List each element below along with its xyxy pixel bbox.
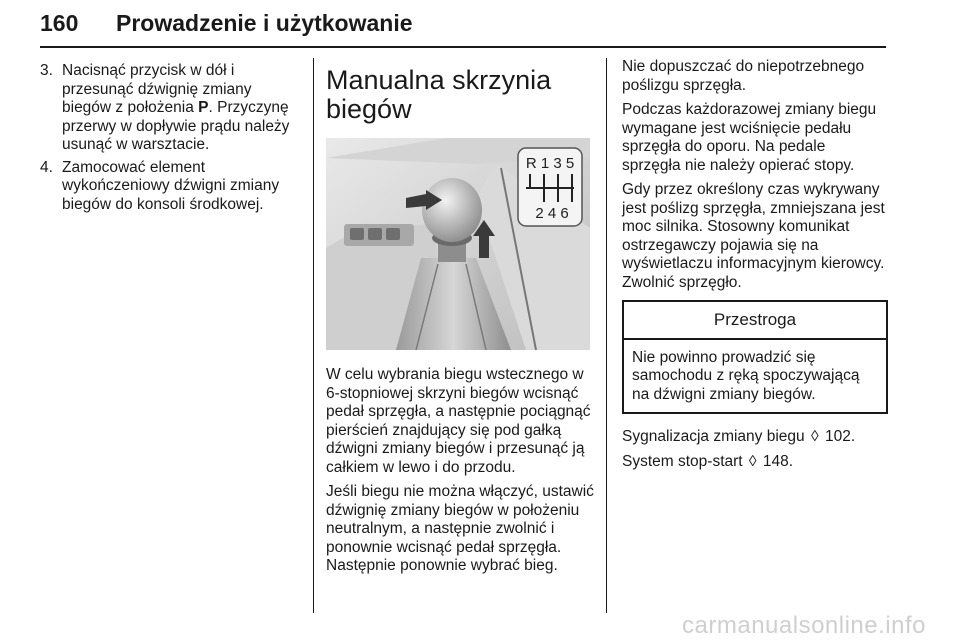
reference-page: 102.	[824, 428, 856, 445]
middle-column	[326, 58, 596, 582]
header-divider	[40, 46, 886, 48]
step-bold-text: P	[198, 99, 209, 116]
column-divider-2	[606, 58, 607, 613]
cross-reference[interactable]	[622, 428, 888, 447]
chapter-title: Prowadzenie i użytkowanie	[116, 10, 413, 36]
gear-lever-drawing	[326, 138, 590, 350]
page-reference-arrow-icon: ◊	[748, 452, 757, 470]
paragraph: W celu wybrania biegu wstecznego w 6-stopniowej skrzyni biegów wcisnąć pedał sprzęgła, a następnie pociągnąć pierścień znajdujący się pod gałką dźwigni zmiany biegów i przesunąć ją całkiem w lewo i do przodu.	[326, 366, 591, 476]
step-number: 4.	[40, 158, 53, 176]
page-number: 160	[40, 10, 79, 36]
cross-reference[interactable]	[622, 453, 888, 472]
paragraph: Nie dopuszczać do niepotrzebnego poślizgu sprzęgła.	[622, 58, 865, 94]
paragraph: Gdy przez określony czas wykrywany jest poślizg sprzęgła, zmniejszana jest moc silnika. Stosowny komunikat ostrzegawczy pojawia się na wyświetlaczu informacyjnym kierowcy. Zwolnić sprzęgło.	[622, 181, 885, 291]
caution-text: Nie powinno prowadzić się samochodu z ręką spoczywającą na dźwigni zmiany biegów.	[632, 348, 860, 403]
reference-text: Sygnalizacja zmiany biegu	[622, 428, 805, 445]
reference-text: System stop-start	[622, 452, 743, 470]
gear-pattern-bottom-labels: 2 4 6	[535, 205, 569, 222]
list-item	[40, 62, 302, 155]
page-header	[40, 6, 886, 46]
list-item	[40, 159, 302, 215]
watermark: carmanualsonline.info	[682, 612, 926, 639]
caution-title: Przestroga	[624, 302, 886, 340]
column-divider-1	[313, 58, 314, 613]
step-text-after: . Przyczynę przerwy w dopływie prądu należy usunąć w warsztacie.	[62, 99, 290, 153]
reference-page: 148.	[762, 452, 794, 470]
right-column	[622, 58, 888, 477]
section-title: Manualna skrzynia biegów	[326, 65, 552, 124]
gear-lever-illustration	[326, 138, 590, 350]
step-number: 3.	[40, 62, 53, 79]
step-text: Nacisnąć przycisk w dół i przesunąć dźwignię zmiany biegów z położenia	[62, 62, 252, 116]
left-column	[40, 58, 302, 218]
steps-list	[40, 62, 302, 214]
paragraph: Jeśli biegu nie można włączyć, ustawić dźwignię zmiany biegów w położeniu neutralnym, a następnie zwolnić i ponownie wcisnąć pedał sprzęgła. Następnie ponownie wybrać bieg.	[326, 483, 594, 574]
paragraph: Podczas każdorazowej zmiany biegu wymagane jest wciśnięcie pedału sprzęgła do oporu. Na pedale sprzęgła nie należy opierać stopy.	[622, 101, 877, 174]
page-reference-arrow-icon: ◊	[810, 428, 819, 445]
gear-pattern-top-labels: R 1 3 5	[525, 155, 575, 172]
step-text: Zamocować element wykończeniowy dźwigni zmiany biegów do konsoli środkowej.	[62, 158, 280, 213]
caution-box	[622, 300, 888, 414]
